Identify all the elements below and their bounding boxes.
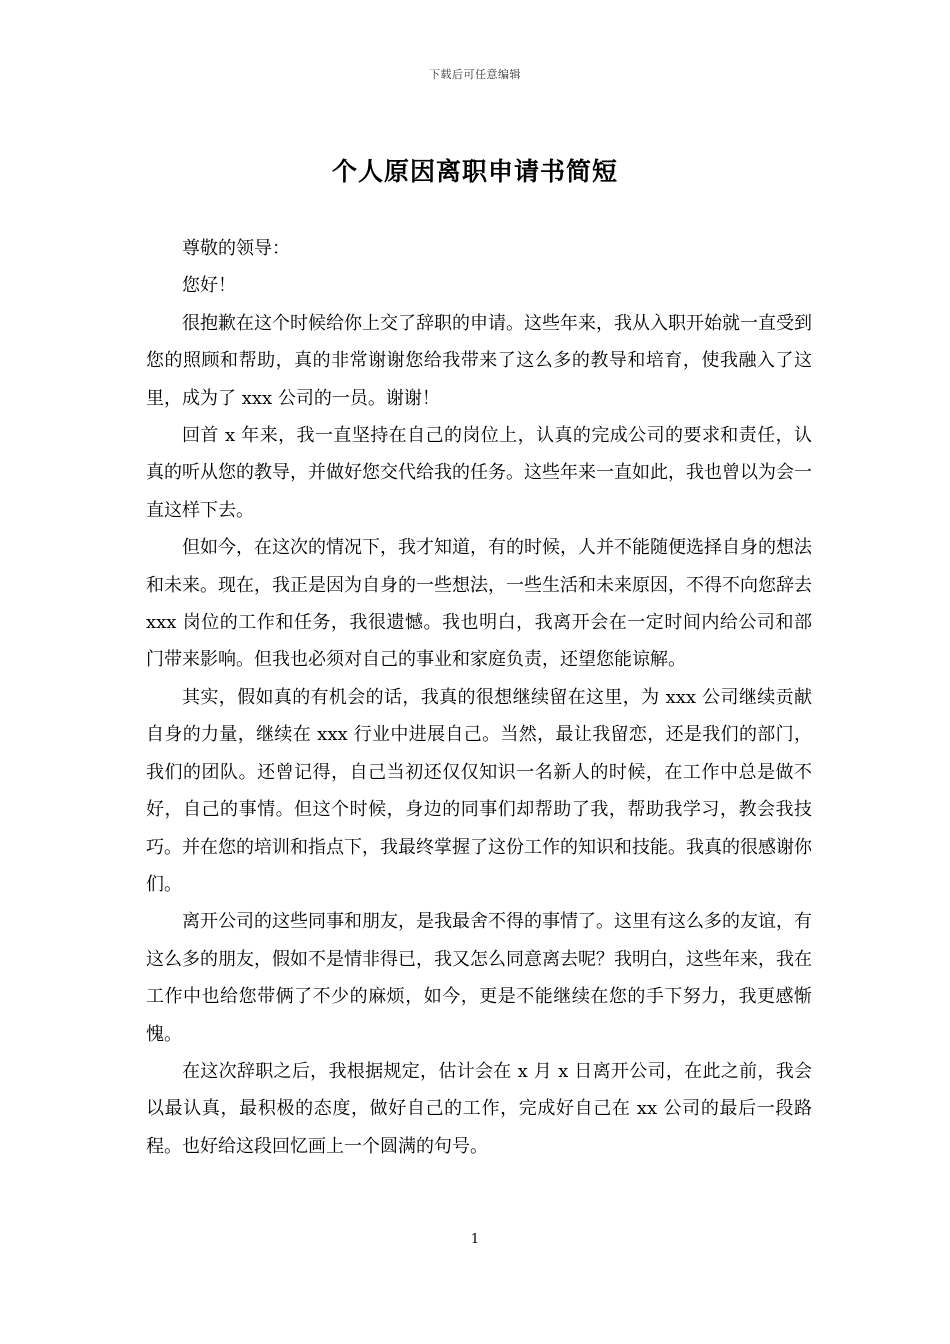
document-title: 个人原因离职申请书简短 [331, 157, 618, 186]
body-paragraph: 在这次辞职之后，我根据规定，估计会在 x 月 x 日离开公司，在此之前，我会以最认真，最积极的态度，做好自己的工作，完成好自己在 xx 公司的最后一段路程。也好给这段回忆画上一个圆满的句号。 [146, 1060, 812, 1157]
body-paragraph: 很抱歉在这个时候给你上交了辞职的申请。这些年来，我从入职开始就一直受到您的照顾和帮助，真的非常谢谢您给我带来了这么多的教导和培育，使我融入了这里，成为了 xxx 公司的一员。谢谢！ [146, 312, 812, 409]
body-paragraph: 离开公司的这些同事和朋友，是我最舍不得的事情了。这里有这么多的友谊，有这么多的朋友，假如不是情非得已，我又怎么同意离去呢？我明白，这些年来，我在工作中也给您带俩了不少的麻烦，如今，更是不能继续在您的手下努力，我更感惭愧。 [146, 911, 812, 1045]
header-note: 下载后可任意编辑 [429, 68, 521, 81]
body-paragraph: 其实，假如真的有机会的话，我真的很想继续留在这里，为 xxx 公司继续贡献自身的力量，继续在 xxx 行业中进展自己。当然，最让我留恋，还是我们的部门，我们的团队。还曾记得，自己当初还仅仅知识一名新人的时候，在工作中总是做不好，自己的事情。但这个时候，身边的同事们却帮助了我，帮助我学习，教会我技巧。并在您的培训和指点下，我最终掌握了这份工作的知识和技能。我真的很感谢你们。 [146, 686, 812, 895]
body-paragraph: 回首 x 年来，我一直坚持在自己的岗位上，认真的完成公司的要求和责任，认真的听从您的教导，并做好您交代给我的任务。这些年来一直如此，我也曾以为会一直这样下去。 [146, 425, 812, 521]
page-number: 1 [470, 1232, 480, 1247]
greeting: 您好！ [182, 275, 236, 297]
body-paragraph: 但如今，在这次的情况下，我才知道，有的时候，人并不能随便选择自身的想法和未来。现在，我正是因为自身的一些想法，一些生活和未来原因，不得不向您辞去 xxx 岗位的工作和任务，我很遗憾。我也明白，我离开会在一定时间内给公司和部门带来影响。但我也必须对自己的事业和家庭负责，还望您能谅解。 [146, 537, 812, 671]
letter-body [146, 230, 812, 1165]
salutation: 尊敬的领导： [182, 238, 290, 259]
